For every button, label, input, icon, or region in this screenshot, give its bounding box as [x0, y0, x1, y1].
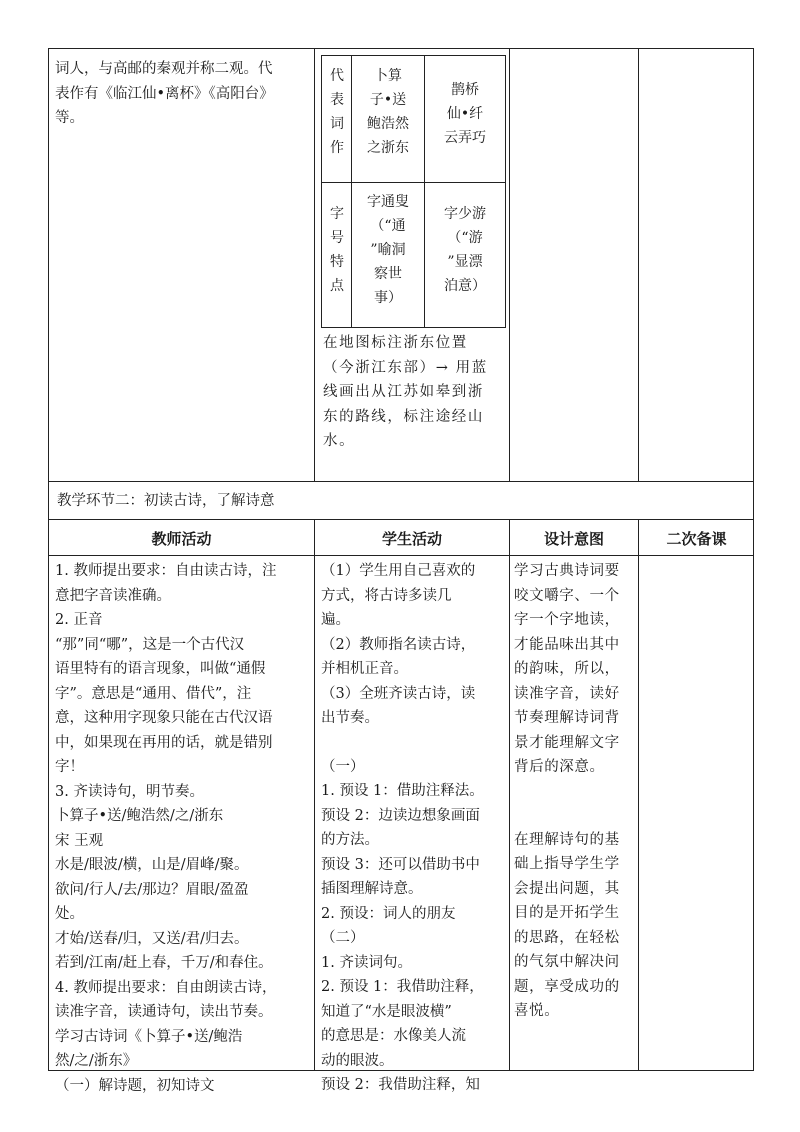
wang-guan-work: 卜算 子•送 鲍浩然 之浙东: [367, 68, 409, 156]
wang-guan-courtesy-name: 字通叟 （“通 ”喻洞 察世 事）: [367, 194, 409, 306]
section-title: 教学环节二：初读古诗，了解诗意: [57, 493, 275, 509]
works-comparison-table: [321, 55, 506, 328]
header-teacher-activity: 教师活动: [151, 530, 212, 548]
map-task-note: 在地图标注浙东位置 （今浙江东部）→ 用蓝 线画出从江苏如皋到浙 东的路线，标注途经山 水。: [323, 335, 488, 449]
courtesy-name-label: 字 号 特 点: [330, 206, 344, 294]
design-intent-cell: 学习古典诗词要 咬文嚼字、一个 字一个字地读， 才能品味出其中 的韵味，所以， 读准字音，读好 节奏理解诗词背 景才能理解文字 背后的深意。 在理解诗句的基 础上指导学生学 会提出问题，其 目的是开拓学生 的思路，在轻松 的气氛中解决问 题，享受成功的 喜悦。: [514, 563, 620, 1019]
header-second-prep: 二次备课: [666, 530, 727, 548]
row-divider: [49, 519, 754, 520]
column-divider: [314, 519, 315, 1071]
author-intro: 词人，与高邮的秦观并称二观。代 表作有《临江仙•离杯》《高阳台》 等。: [55, 61, 274, 126]
row-divider: [49, 481, 754, 482]
column-divider: [638, 519, 639, 1071]
student-activity-cell: （1）学生用自己喜欢的 方式，将古诗多读几 遍。 （2）教师指名读古诗， 并相机正音。 （3）全班齐读古诗，读 出节奏。 （一） 1. 预设 1：借助注释法。 预设 2：边读边想象画面 的方法。 预设 3：还可以借助书中 插图理解诗意。 2. 预设：词人的朋友 （二） 1. 齐读词句。 2. 预设 1：我借助注释， 知道了“水是眼波横” 的意思是：水像美人流 动的眼波。 预设 2：我借助注释，知: [321, 563, 484, 1093]
column-divider: [509, 519, 510, 1071]
qin-guan-work: 鹊桥 仙•纤 云弄巧: [444, 82, 486, 146]
lesson-plan-table: [48, 48, 754, 1094]
column-divider: [638, 49, 639, 481]
works-label: 代 表 词 作: [330, 68, 344, 156]
column-divider: [509, 49, 510, 481]
header-student-activity: 学生活动: [381, 530, 442, 548]
column-divider: [314, 49, 315, 481]
teacher-activity-cell: 1. 教师提出要求：自由读古诗，注 意把字音读准确。 2. 正音 “那”同“哪”，这是一个古代汉 语里特有的语言现象，叫做“通假 字”。意思是“通用、借代”，注 意，这种用字现象只能在古代汉语 中，如果现在再用的话，就是错别 字！ 3. 齐读诗句，明节奏。 卜算子•送/鲍浩然/之/浙东 宋 王观 水是/眼波/横，山是/眉峰/聚。 欲问/行人/去/那边？眉眼/盈盈 处。 才始/送春/归，又送/君/归去。 若到/江南/赶上春，千万/和春住。 4. 教师提出要求：自由朗读古诗， 读准字音，读通诗句，读出节奏。 学习古诗词《卜算子•送/鲍浩 然/之/浙东》 （一）解诗题，初知诗文: [55, 563, 277, 1094]
qin-guan-courtesy-name: 字少游 （“游 ”显漂 泊意）: [444, 206, 486, 294]
header-design-intent: 设计意图: [543, 530, 604, 548]
